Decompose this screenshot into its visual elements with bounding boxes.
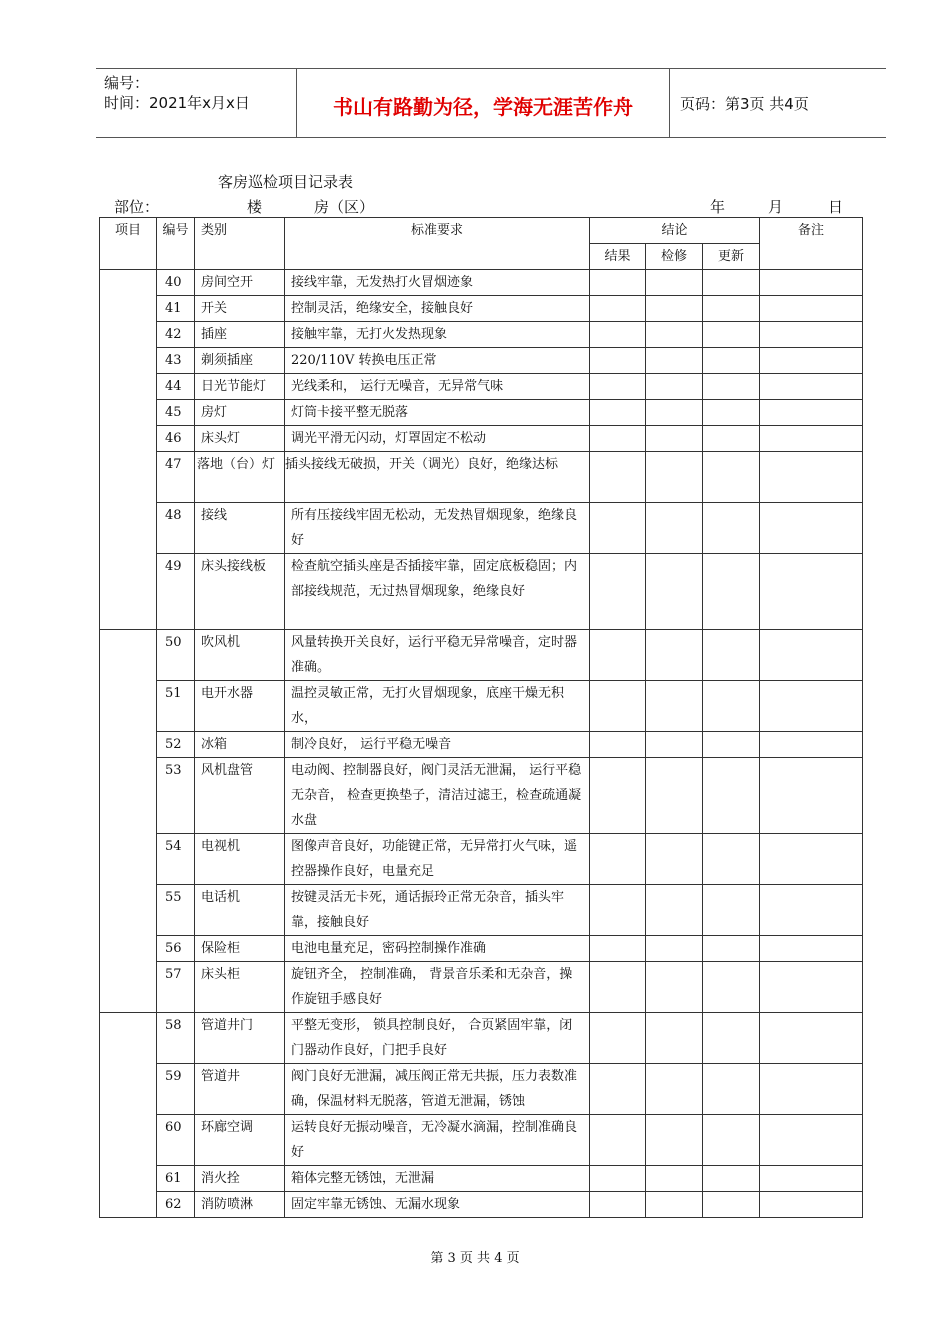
result-cell	[590, 630, 646, 681]
row-standard: 风量转换开关良好，运行平稳无异常噪音，定时器准确。	[285, 630, 590, 681]
remark-cell	[760, 834, 863, 885]
row-standard: 旋钮齐全， 控制准确， 背景音乐柔和无杂音，操作旋钮手感良好	[285, 962, 590, 1013]
table-header-row	[100, 218, 863, 244]
floor-label: 楼	[247, 198, 263, 216]
row-number: 52	[157, 732, 195, 758]
remark-cell	[760, 885, 863, 936]
repair-cell	[646, 1166, 703, 1192]
row-standard: 220/110V 转换电压正常	[285, 348, 590, 374]
result-cell	[590, 681, 646, 732]
row-number: 60	[157, 1115, 195, 1166]
row-type: 吹风机	[195, 630, 285, 681]
table-row	[100, 426, 863, 452]
remark-cell	[760, 503, 863, 554]
col-update-header: 更新	[703, 244, 760, 270]
repair-cell	[646, 426, 703, 452]
update-cell	[703, 426, 760, 452]
row-standard: 按键灵活无卡死，通话振玲正常无杂音，插头牢靠，接触良好	[285, 885, 590, 936]
table-row	[100, 296, 863, 322]
repair-cell	[646, 1064, 703, 1115]
table-row	[100, 630, 863, 681]
table-row	[100, 503, 863, 554]
table-row	[100, 758, 863, 834]
remark-cell	[760, 296, 863, 322]
item-group-cell	[100, 270, 157, 630]
remark-cell	[760, 348, 863, 374]
row-number: 46	[157, 426, 195, 452]
table-row	[100, 374, 863, 400]
row-standard: 灯筒卡接平整无脱落	[285, 400, 590, 426]
result-cell	[590, 270, 646, 296]
header-divider	[669, 69, 670, 137]
table-row	[100, 1064, 863, 1115]
row-number: 62	[157, 1192, 195, 1218]
repair-cell	[646, 1115, 703, 1166]
month-label: 月	[768, 198, 784, 216]
row-standard: 固定牢靠无锈蚀、无漏水现象	[285, 1192, 590, 1218]
header-motto: 书山有路勤为径，学海无涯苦作舟	[333, 95, 633, 119]
result-cell	[590, 1166, 646, 1192]
row-type: 日光节能灯	[195, 374, 285, 400]
row-type: 开关	[195, 296, 285, 322]
row-standard: 电动阀、控制器良好，阀门灵活无泄漏， 运行平稳无杂音， 检查更换垫子，清洁过滤王，检查疏通凝水盘	[285, 758, 590, 834]
row-number: 42	[157, 322, 195, 348]
remark-cell	[760, 400, 863, 426]
row-standard: 插头接线无破损，开关（调光）良好，绝缘达标	[285, 452, 590, 503]
day-label: 日	[828, 198, 844, 216]
remark-cell	[760, 732, 863, 758]
result-cell	[590, 962, 646, 1013]
repair-cell	[646, 834, 703, 885]
update-cell	[703, 962, 760, 1013]
repair-cell	[646, 630, 703, 681]
item-group-cell	[100, 630, 157, 1013]
repair-cell	[646, 322, 703, 348]
update-cell	[703, 296, 760, 322]
result-cell	[590, 452, 646, 503]
row-number: 40	[157, 270, 195, 296]
update-cell	[703, 1064, 760, 1115]
col-item-header: 项目	[100, 218, 157, 270]
row-number: 58	[157, 1013, 195, 1064]
result-cell	[590, 374, 646, 400]
table-row	[100, 885, 863, 936]
row-type: 剃须插座	[195, 348, 285, 374]
col-conclusion-header: 结论	[590, 218, 760, 244]
row-standard: 接线牢靠，无发热打火冒烟迹象	[285, 270, 590, 296]
table-row	[100, 962, 863, 1013]
remark-cell	[760, 630, 863, 681]
row-standard: 阀门良好无泄漏，减压阀正常无共振，压力表数准确，保温材料无脱落，管道无泄漏，锈蚀	[285, 1064, 590, 1115]
result-cell	[590, 554, 646, 630]
update-cell	[703, 834, 760, 885]
page-footer: 第 3 页 共 4 页	[430, 1251, 520, 1266]
table-body	[100, 218, 863, 1218]
year-label: 年	[710, 198, 726, 216]
row-standard: 调光平滑无闪动，灯罩固定不松动	[285, 426, 590, 452]
update-cell	[703, 732, 760, 758]
result-cell	[590, 503, 646, 554]
update-cell	[703, 1166, 760, 1192]
remark-cell	[760, 1192, 863, 1218]
row-number: 50	[157, 630, 195, 681]
remark-cell	[760, 1064, 863, 1115]
table-row	[100, 270, 863, 296]
row-number: 51	[157, 681, 195, 732]
update-cell	[703, 348, 760, 374]
result-cell	[590, 1115, 646, 1166]
result-cell	[590, 885, 646, 936]
row-standard: 平整无变形， 锁具控制良好， 合页紧固牢靠，闭门器动作良好，门把手良好	[285, 1013, 590, 1064]
row-number: 53	[157, 758, 195, 834]
result-cell	[590, 400, 646, 426]
result-cell	[590, 296, 646, 322]
row-type: 冰箱	[195, 732, 285, 758]
table-row	[100, 400, 863, 426]
row-type: 消防喷淋	[195, 1192, 285, 1218]
update-cell	[703, 1115, 760, 1166]
row-type: 管道井门	[195, 1013, 285, 1064]
table-row	[100, 681, 863, 732]
row-standard: 检查航空插头座是否插接牢靠，固定底板稳固；内部接线规范，无过热冒烟现象，绝缘良好	[285, 554, 590, 630]
row-type: 风机盘管	[195, 758, 285, 834]
result-cell	[590, 426, 646, 452]
repair-cell	[646, 936, 703, 962]
result-cell	[590, 1064, 646, 1115]
update-cell	[703, 885, 760, 936]
result-cell	[590, 732, 646, 758]
remark-cell	[760, 426, 863, 452]
update-cell	[703, 503, 760, 554]
update-cell	[703, 681, 760, 732]
update-cell	[703, 936, 760, 962]
table-row	[100, 1115, 863, 1166]
repair-cell	[646, 681, 703, 732]
dept-label: 部位：	[114, 198, 160, 216]
update-cell	[703, 322, 760, 348]
update-cell	[703, 554, 760, 630]
row-number: 47	[157, 452, 195, 503]
time-label: 时间：2021年x月x日	[104, 94, 250, 112]
update-cell	[703, 452, 760, 503]
repair-cell	[646, 270, 703, 296]
row-type: 电话机	[195, 885, 285, 936]
row-number: 44	[157, 374, 195, 400]
row-number: 59	[157, 1064, 195, 1115]
row-type: 环廊空调	[195, 1115, 285, 1166]
table-row	[100, 732, 863, 758]
row-standard: 光线柔和， 运行无噪音，无异常气味	[285, 374, 590, 400]
table-row	[100, 452, 863, 503]
repair-cell	[646, 962, 703, 1013]
row-standard: 箱体完整无锈蚀，无泄漏	[285, 1166, 590, 1192]
row-standard: 温控灵敏正常，无打火冒烟现象，底座干燥无积水，	[285, 681, 590, 732]
row-type: 房间空开	[195, 270, 285, 296]
row-standard: 接触牢靠，无打火发热现象	[285, 322, 590, 348]
update-cell	[703, 374, 760, 400]
remark-cell	[760, 270, 863, 296]
update-cell	[703, 270, 760, 296]
remark-cell	[760, 681, 863, 732]
row-type: 电开水器	[195, 681, 285, 732]
row-number: 45	[157, 400, 195, 426]
update-cell	[703, 758, 760, 834]
update-cell	[703, 1192, 760, 1218]
row-number: 57	[157, 962, 195, 1013]
row-type: 管道井	[195, 1064, 285, 1115]
remark-cell	[760, 1115, 863, 1166]
remark-cell	[760, 452, 863, 503]
item-group-cell	[100, 1013, 157, 1218]
row-standard: 所有压接线牢固无松动，无发热冒烟现象，绝缘良好	[285, 503, 590, 554]
row-type: 房灯	[195, 400, 285, 426]
table-row	[100, 1192, 863, 1218]
remark-cell	[760, 374, 863, 400]
repair-cell	[646, 503, 703, 554]
row-number: 41	[157, 296, 195, 322]
col-no-header: 编号	[157, 218, 195, 270]
repair-cell	[646, 885, 703, 936]
col-type-header: 类别	[195, 218, 285, 270]
row-standard: 电池电量充足，密码控制操作准确	[285, 936, 590, 962]
row-number: 48	[157, 503, 195, 554]
result-cell	[590, 758, 646, 834]
row-number: 49	[157, 554, 195, 630]
row-type: 床头灯	[195, 426, 285, 452]
remark-cell	[760, 554, 863, 630]
row-type: 插座	[195, 322, 285, 348]
room-label: 房（区）	[314, 198, 375, 216]
update-cell	[703, 400, 760, 426]
code-label: 编号：	[104, 74, 150, 92]
update-cell	[703, 630, 760, 681]
repair-cell	[646, 1013, 703, 1064]
row-number: 54	[157, 834, 195, 885]
row-type: 保险柜	[195, 936, 285, 962]
row-standard: 图像声音良好，功能键正常，无异常打火气味，遥控器操作良好，电量充足	[285, 834, 590, 885]
table-row	[100, 1013, 863, 1064]
col-repair-header: 检修	[646, 244, 703, 270]
header-page-number: 页码：第3页 共4页	[680, 95, 809, 113]
row-standard: 制冷良好， 运行平稳无噪音	[285, 732, 590, 758]
result-cell	[590, 1013, 646, 1064]
repair-cell	[646, 1192, 703, 1218]
repair-cell	[646, 348, 703, 374]
col-std-header: 标准要求	[285, 218, 590, 270]
remark-cell	[760, 1013, 863, 1064]
page-header	[96, 68, 886, 138]
row-type: 床头柜	[195, 962, 285, 1013]
remark-cell	[760, 1166, 863, 1192]
table-row	[100, 322, 863, 348]
table-row	[100, 1166, 863, 1192]
remark-cell	[760, 962, 863, 1013]
repair-cell	[646, 296, 703, 322]
col-remark-header: 备注	[760, 218, 863, 270]
result-cell	[590, 322, 646, 348]
update-cell	[703, 1013, 760, 1064]
row-number: 55	[157, 885, 195, 936]
row-standard: 控制灵活，绝缘安全，接触良好	[285, 296, 590, 322]
row-type: 消火拴	[195, 1166, 285, 1192]
row-number: 43	[157, 348, 195, 374]
repair-cell	[646, 400, 703, 426]
repair-cell	[646, 554, 703, 630]
form-title: 客房巡检项目记录表	[218, 173, 354, 191]
row-type: 接线	[195, 503, 285, 554]
repair-cell	[646, 452, 703, 503]
remark-cell	[760, 758, 863, 834]
row-type: 落地（台）灯	[195, 452, 285, 503]
header-left	[104, 73, 294, 113]
table-row	[100, 554, 863, 630]
result-cell	[590, 834, 646, 885]
result-cell	[590, 1192, 646, 1218]
row-type: 电视机	[195, 834, 285, 885]
remark-cell	[760, 936, 863, 962]
result-cell	[590, 348, 646, 374]
row-standard: 运转良好无振动噪音，无冷凝水滴漏，控制准确良好	[285, 1115, 590, 1166]
table-row	[100, 834, 863, 885]
col-result-header: 结果	[590, 244, 646, 270]
repair-cell	[646, 732, 703, 758]
row-number: 56	[157, 936, 195, 962]
row-number: 61	[157, 1166, 195, 1192]
remark-cell	[760, 322, 863, 348]
table-row	[100, 348, 863, 374]
inspection-table	[99, 217, 863, 1218]
repair-cell	[646, 374, 703, 400]
table-row	[100, 936, 863, 962]
repair-cell	[646, 758, 703, 834]
row-type: 床头接线板	[195, 554, 285, 630]
result-cell	[590, 936, 646, 962]
